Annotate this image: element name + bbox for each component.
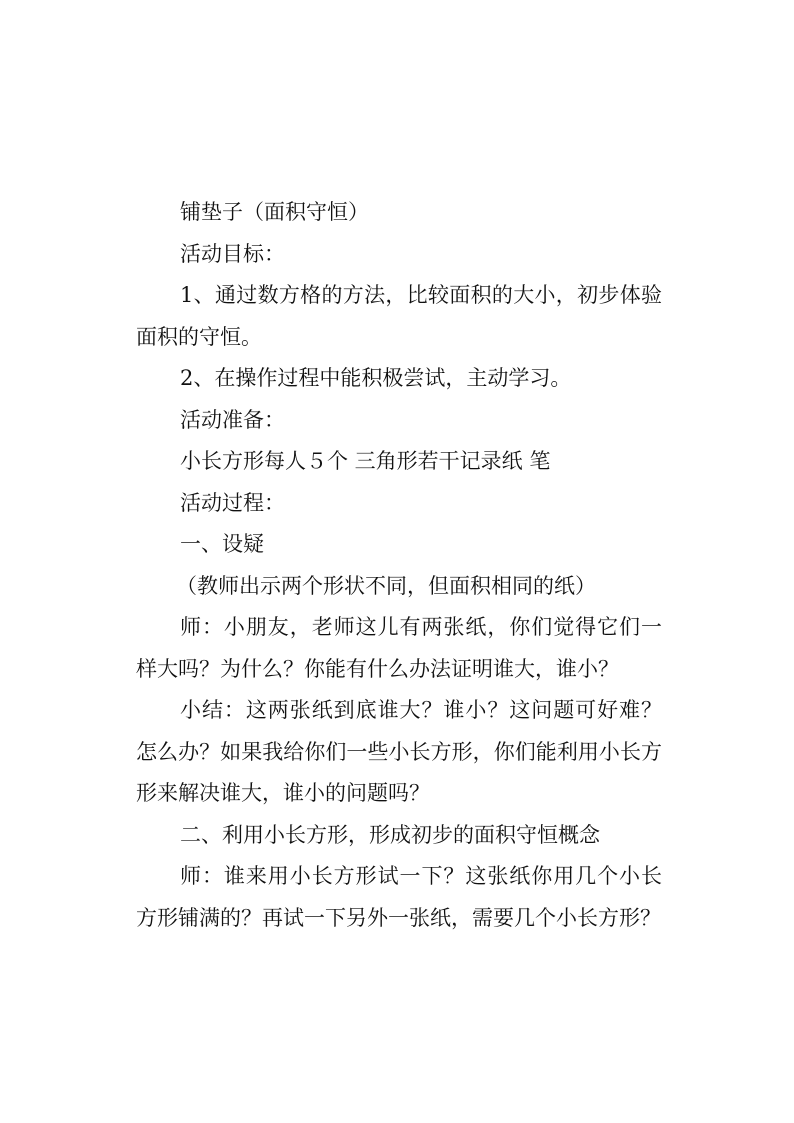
summary-paragraph: 小结：这两张纸到底谁大？谁小？这问题可好难？怎么办？如果我给你们一些小长方形，你们能利用小长方形来解决谁大，谁小的问题吗？ [136,698,662,805]
heading-activity-preparation: 活动准备： [180,407,285,432]
section-2-heading: 二、利用小长方形，形成初步的面积守恒概念 [180,822,600,847]
document-body [136,192,662,939]
teacher-question: 师：小朋友，老师这儿有两张纸，你们觉得它们一样大吗？为什么？你能有什么办法证明谁大，谁小？ [136,615,662,681]
document-title: 铺垫子（面积守恒） [180,200,369,224]
goal-item-2: 2、在操作过程中能积极尝试，主动学习。 [180,366,572,390]
heading-activity-goals: 活动目标： [180,241,285,266]
goal-item-1: 1、通过数方格的方法，比较面积的大小，初步体验面积的守恒。 [136,283,662,349]
teacher-demonstration-note: （教师出示两个形状不同，但面积相同的纸） [176,573,596,598]
preparation-materials: 小长方形每人５个 三角形若干记录纸 笔 [180,449,551,473]
heading-activity-process: 活动过程： [180,490,285,515]
teacher-instruction: 师：谁来用小长方形试一下？这张纸你用几个小长方形铺满的？再试一下另外一张纸，需要几个小长方形？ [136,864,662,930]
section-1-heading: 一、设疑 [180,532,264,556]
